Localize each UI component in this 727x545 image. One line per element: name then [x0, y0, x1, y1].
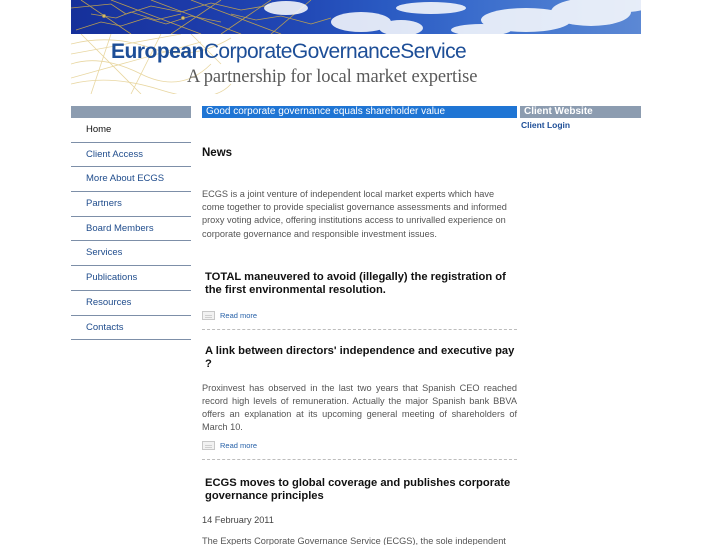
article-body: The Experts Corporate Governance Service (ECGS), the sole independent	[202, 536, 506, 545]
read-more-label: Read more	[220, 311, 258, 320]
article-divider	[202, 329, 517, 330]
client-login-link[interactable]: Client Login	[521, 120, 571, 130]
site-tagline: A partnership for local market expertise	[187, 67, 478, 87]
sidebar-item-partners[interactable]: Partners	[71, 192, 191, 217]
read-more-link[interactable]	[202, 441, 517, 450]
article-body: Proxinvest has observed in the last two years that Spanish CEO reached record high levels of remuneration. Actually the major Spanish bank BBVA offers an explanation at its upcoming general meeting of shareholders of March 10.	[202, 383, 517, 432]
document-icon	[202, 441, 215, 450]
header-banner-image	[71, 0, 641, 34]
news-article	[202, 271, 517, 330]
client-panel	[520, 106, 641, 130]
sidebar-nav	[71, 106, 191, 340]
sidebar-item-home[interactable]: Home	[71, 118, 191, 143]
news-heading: News	[202, 147, 233, 159]
slogan-bar: Good corporate governance equals shareholder value	[202, 106, 517, 118]
site-title-rest: CorporateGovernanceService	[203, 40, 467, 63]
read-more-link[interactable]	[202, 311, 517, 320]
article-date: 14 February 2011	[202, 515, 274, 525]
sidebar-item-more-about-ecgs[interactable]: More About ECGS	[71, 167, 191, 192]
article-title[interactable]: A link between directors' independence and executive pay ?	[205, 345, 515, 370]
sidebar-item-resources[interactable]: Resources	[71, 291, 191, 316]
news-article	[202, 345, 517, 460]
site-title-bold: European	[111, 40, 204, 63]
document-icon	[202, 311, 215, 320]
article-divider	[202, 459, 517, 460]
map-clouds-graphic	[71, 0, 641, 34]
sidebar-item-publications[interactable]: Publications	[71, 266, 191, 291]
sidebar-item-board-members[interactable]: Board Members	[71, 217, 191, 242]
sidebar-item-contacts[interactable]: Contacts	[71, 316, 191, 341]
intro-paragraph: ECGS is a joint venture of independent local market experts which have come together to provide specialist governance assessments and informed proxy voting advice, offering institutions access to unrivalled experience on corporate governance and responsible investment issues.	[202, 189, 507, 239]
client-website-heading: Client Website	[520, 106, 641, 118]
sidebar-item-client-access[interactable]: Client Access	[71, 143, 191, 168]
article-title[interactable]: TOTAL maneuvered to avoid (illegally) the registration of the first environmental resolution.	[205, 271, 506, 296]
sidebar-header-bar	[71, 106, 191, 118]
sidebar-item-services[interactable]: Services	[71, 241, 191, 266]
site-title	[111, 40, 466, 64]
main-content	[202, 106, 517, 545]
article-title[interactable]: ECGS moves to global coverage and publishes corporate governance principles	[205, 477, 511, 502]
read-more-label: Read more	[220, 441, 258, 450]
news-article	[202, 477, 517, 545]
site-logo[interactable]	[71, 34, 641, 94]
